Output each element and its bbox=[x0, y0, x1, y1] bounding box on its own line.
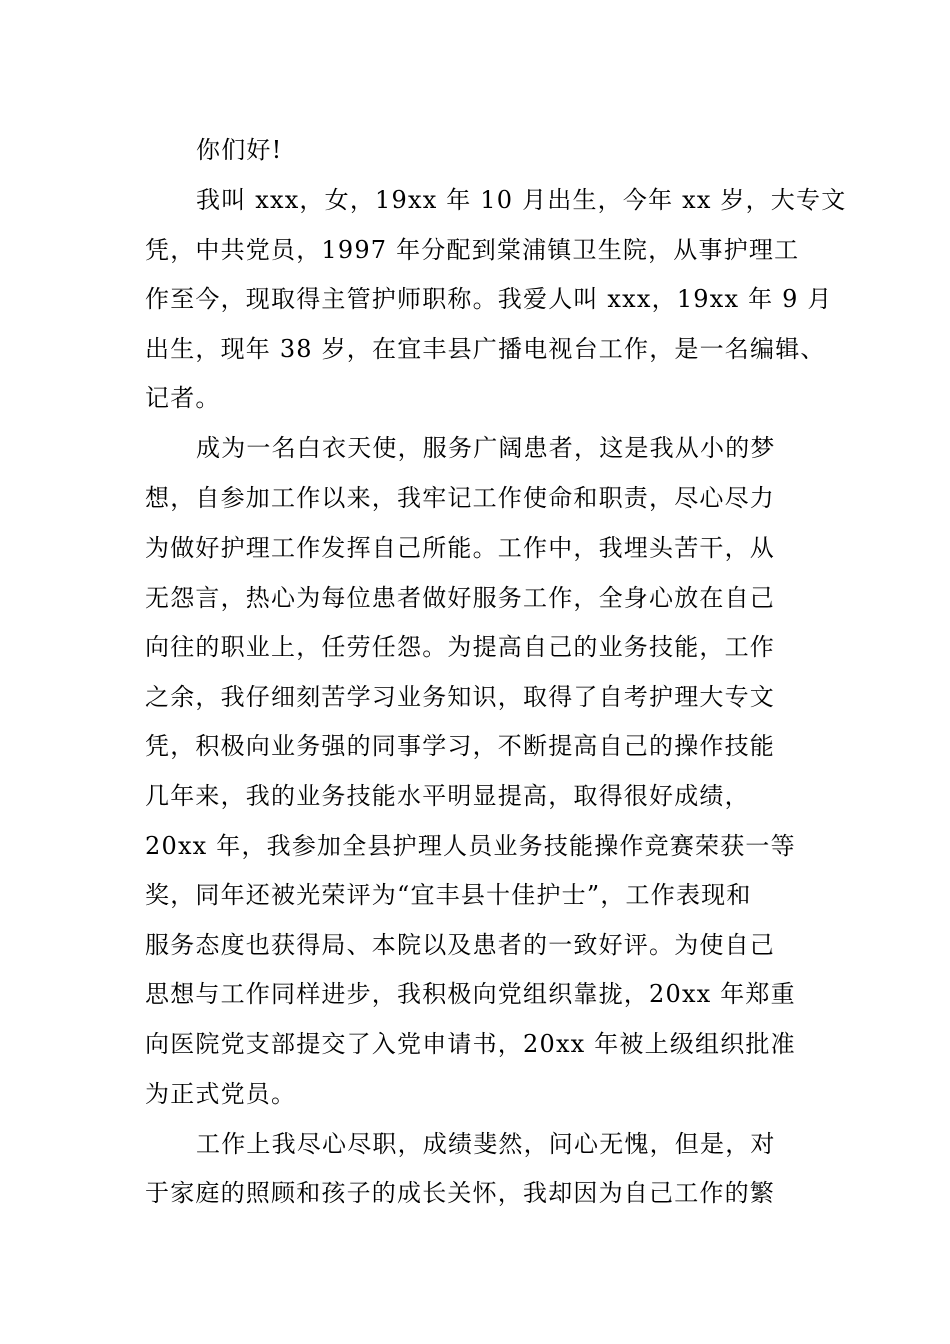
text-line: 凭，中共党员，1997 年分配到棠浦镇卫生院，从事护理工 bbox=[145, 236, 800, 264]
text-line: 向往的职业上，任劳任怨。为提高自己的业务技能，工作 bbox=[145, 633, 775, 661]
text-line: 出生，现年 38 岁，在宜丰县广播电视台工作，是一名编辑、 bbox=[145, 335, 826, 363]
text-line: 服务态度也获得局、本院以及患者的一致好评。为使自己 bbox=[145, 931, 775, 959]
text-line: 无怨言，热心为每位患者做好服务工作，全身心放在自己 bbox=[145, 584, 775, 612]
text-line: 作至今，现取得主管护师职称。我爱人叫 xxx，19xx 年 9 月 bbox=[145, 285, 833, 313]
text-line: 为正式党员。 bbox=[145, 1080, 297, 1108]
text-line: 想，自参加工作以来，我牢记工作使命和职责，尽心尽力 bbox=[145, 484, 775, 512]
text-line: 成为一名白衣天使，服务广阔患者，这是我从小的梦 bbox=[196, 434, 776, 462]
text-line: 为做好护理工作发挥自己所能。工作中，我埋头苦干，从 bbox=[145, 534, 775, 562]
text-line: 几年来，我的业务技能水平明显提高，取得很好成绩， bbox=[145, 782, 750, 810]
text-line: 于家庭的照顾和孩子的成长关怀，我却因为自己工作的繁 bbox=[145, 1179, 775, 1207]
text-line: 记者。 bbox=[145, 384, 221, 412]
text-line: 凭，积极向业务强的同事学习，不断提高自己的操作技能 bbox=[145, 732, 775, 760]
greeting-line: 你们好! bbox=[196, 136, 283, 164]
text-line: 思想与工作同样进步，我积极向党组织靠拢，20xx 年郑重 bbox=[145, 980, 796, 1008]
text-line: 工作上我尽心尽职，成绩斐然，问心无愧，但是，对 bbox=[196, 1130, 776, 1158]
text-line: 奖，同年还被光荣评为“宜丰县十佳护士”，工作表现和 bbox=[145, 881, 752, 909]
text-line: 我叫 xxx，女，19xx 年 10 月出生，今年 xx 岁，大专文 bbox=[196, 186, 847, 214]
text-line: 向医院党支部提交了入党申请书，20xx 年被上级组织批准 bbox=[145, 1030, 796, 1058]
text-line: 之余，我仔细刻苦学习业务知识，取得了自考护理大专文 bbox=[145, 683, 775, 711]
text-line: 20xx 年，我参加全县护理人员业务技能操作竞赛荣获一等 bbox=[145, 832, 796, 860]
